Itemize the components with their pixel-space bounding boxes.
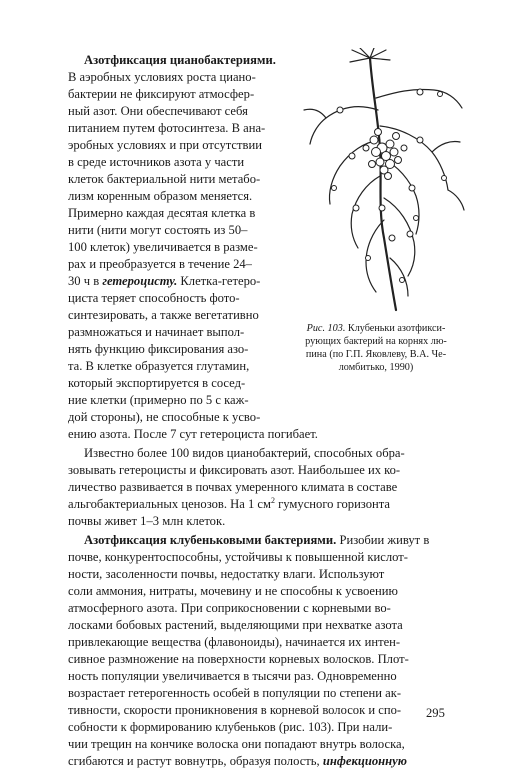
term-heterocyst: гетероцисту. (102, 274, 178, 288)
text-line: синтезировать, а также вегетативно (68, 308, 259, 322)
text-line: 30 ч в гетероцисту. Клетка-гетеро- (68, 274, 261, 288)
text-line: Примерно каждая десятая клетка в (68, 206, 256, 220)
text-line: размножаться и начинает выпол- (68, 325, 245, 339)
text-line: 100 клеток) увеличивается в разме- (68, 240, 258, 254)
text-line: ние клетки (примерно по 5 с каж- (68, 393, 249, 407)
section-heading-cyanobacteria: Азотфиксация цианобактериями. (84, 53, 276, 67)
text-line: клеток бактериальной нити метабо- (68, 172, 261, 186)
text-line: дой стороны), не способные к усво- (68, 410, 261, 424)
figure-caption: Рис. 103. Клубеньки азотфикси- рующих бактерий на корнях лю- пина (по Г.П. Яковлеву, В.А. Че- ломбитько, 1990) (305, 323, 447, 373)
text-line: лизм коренным образом меняется. (68, 189, 253, 203)
text-line: циста теряет способность фото- (68, 291, 240, 305)
text-line: тивности, скорости проникновения в корневой волосок и спо- (68, 703, 402, 717)
text-line: почвы живет 1–3 млн клеток. (68, 514, 226, 528)
lupine-root-nodules-illustration (300, 48, 470, 318)
text-line: соли аммония, нитраты, мочевину и не способны к усвоению (68, 584, 398, 598)
text-line: собности к формированию клубеньков (рис. 103). При нали- (68, 720, 393, 734)
text-line: ности, засоленности почвы, недостатку влаги. Используют (68, 567, 385, 581)
text-line: ность популяции увеличивается в тысячи раз. Одновременно (68, 669, 397, 683)
text-line: та. В клетке образуется глутамин, (68, 359, 250, 373)
text-line: чии трещин на кончике волоска они попадают внутрь волоска, (68, 737, 405, 751)
text-line: Известно более 100 видов цианобактерий, способных обра- (84, 446, 405, 460)
text-line: который экспортируется в сосед- (68, 376, 246, 390)
text-line: почве, конкурентоспособны, устойчивы к повышенной кислот- (68, 550, 408, 564)
text-line: бактерии не фиксируют атмосфер- (68, 87, 255, 101)
caption-label: Рис. 103. (306, 323, 346, 334)
text-line: атмосферного азота. При соприкосновении с корневыми во- (68, 601, 391, 615)
text-line: сивное размножение на поверхности корневых волосков. Плот- (68, 652, 409, 666)
text-line: возрастает гетерогенность особей в популяции по степени ак- (68, 686, 402, 700)
text-line: привлекающие вещества (флавоноиды), начинается их интен- (68, 635, 401, 649)
section-heading-nodule-bacteria: Азотфиксация клубеньковыми бактериями. (84, 533, 337, 547)
text-line: сгибаются и растут вовнутрь, образуя полость, инфекционную (68, 754, 407, 768)
superscript: 2 (270, 495, 275, 505)
page-number: 295 (426, 706, 445, 720)
text-line: лосками бобовых растений, выделяющими при нехватке азота (68, 618, 403, 632)
text-line: рах и преобразуется в течение 24– (68, 257, 252, 271)
text-line: ный азот. Они обеспечивают себя (68, 104, 248, 118)
text-line: В аэробных условиях роста циано- (68, 70, 256, 84)
text-line: нять функцию фиксирования азо- (68, 342, 249, 356)
text-line: эробных условиях и при отсутствии (68, 138, 262, 152)
text-line: ению азота. После 7 сут гетероциста погибает. (68, 427, 318, 441)
text-line: зовывать гетероцисты и фиксировать азот. Наибольшее их ко- (68, 463, 401, 477)
text-line: личество развивается в почвах умеренного климата в составе (68, 480, 398, 494)
text-line: питанием путем фотосинтеза. В ана- (68, 121, 266, 135)
text-line: Азотфиксация клубеньковыми бактериями. Ризобии живут в (84, 533, 430, 547)
text-line: альгобактериальных ценозов. На 1 $см^2$ гумусного горизонта (68, 495, 390, 511)
text-line: в среде источников азота у части (68, 155, 245, 169)
term-infection: инфекционную (322, 754, 407, 768)
text-line: нити (нити могут состоять из 50– (68, 223, 248, 237)
